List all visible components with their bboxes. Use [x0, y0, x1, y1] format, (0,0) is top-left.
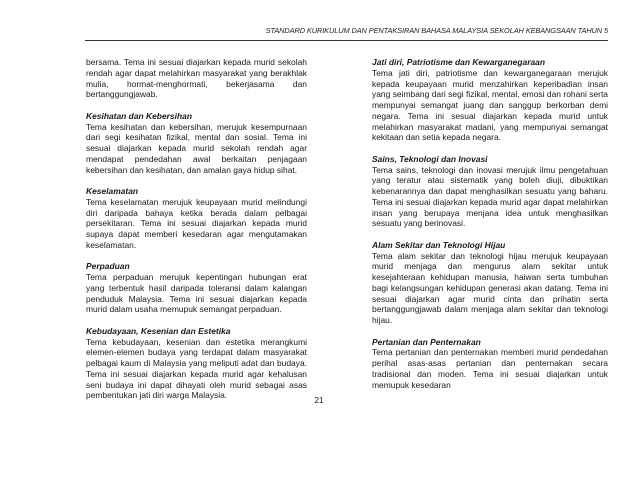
section-kesihatan — [86, 111, 307, 176]
section-body: Tema perpaduan merujuk kepentingan hubungan erat yang terbentuk hasil daripada toleransi dalam kalangan penduduk Malaysia. Tema ini sesuai diajarkan kepada murid dalam usaha memupuk semangat perpaduan. — [86, 272, 307, 315]
section-continued — [86, 57, 307, 100]
section-heading: Keselamatan — [86, 186, 139, 196]
section-perpaduan — [86, 261, 307, 315]
section-sains — [372, 154, 608, 229]
section-heading: Kebudayaan, Kesenian dan Estetika — [86, 325, 231, 336]
section-jati-diri — [372, 57, 608, 143]
left-column — [86, 57, 307, 412]
section-body: Tema sains, teknologi dan inovasi merujuk ilmu pengetahuan yang teratur atau sistematik yang boleh diuji, dibuktikan kebenarannya dan dapat menghasilkan sesuatu yang baharu. Tema ini sesuai diajarkan kepada murid agar dapat melahirkan insan yang berupaya menjana idea untuk menghasilkan sesuatu yang berinovasi. — [372, 164, 608, 229]
section-heading: Kesihatan dan Kebersihan — [86, 110, 192, 121]
section-pertanian — [372, 337, 608, 391]
section-heading: Jati diri, Patriotisme dan Kewarganegaraan — [372, 57, 546, 67]
section-heading: Alam Sekitar dan Teknologi Hijau — [372, 239, 506, 250]
section-alam-sekitar — [372, 240, 608, 326]
section-heading: Perpaduan — [86, 261, 130, 272]
section-body: Tema kebudayaan, kesenian dan estetika merangkumi elemen-elemen budaya yang terdapat dalam masyarakat pelbagai kaum di Malaysia yang meliputi adat dan budaya. Tema ini sesuai diajarkan kepada murid agar kehalusan seni budaya ini dapat dihayati oleh murid sebagai asas pembentukan jati diri warga Malaysia. — [86, 336, 307, 401]
section-body: Tema kesihatan dan kebersihan, merujuk kesempurnaan dari segi kesihatan fizikal, mental dan sosial. Tema ini sesuai diajarkan kepada murid sekolah rendah agar mendapat pendedahan awal berkaitan penjagaan kebersihan dan kesihatan, dan amalan gaya hidup sihat. — [86, 121, 307, 175]
section-body: Tema keselamatan merujuk keupayaan murid melindungi diri daripada bahaya ketika berada dalam pelbagai persekitaran. Tema ini sesuai diajarkan kepada murid supaya dapat memberi kesedaran agar mengutamakan keselamatan. — [86, 196, 307, 250]
section-body: Tema jati diri, patriotisme dan kewarganegaraan merujuk kepada keupayaan murid menzahirkan keperibadian insan yang seimbang dari segi fizikal, mental, emosi dan rohani serta mempunyai semangat juang dan sanggup berkorban demi negara. Tema ini sesuai diajarkan kepada murid untuk melahirkan masyarakat madani, yang mempunyai semangat kekitaan dan setia kepada negara. — [372, 67, 608, 143]
right-column — [372, 57, 608, 401]
section-keselamatan — [86, 186, 307, 251]
section-body: Tema pertanian dan penternakan memberi murid pendedahan perihal asas-asas pertanian dan penternakan secara tradisional dan moden. Tema ini sesuai diajarkan untuk memupuk kesedaran — [372, 347, 608, 390]
section-heading: Pertanian dan Penternakan — [372, 336, 481, 347]
page-number: 21 — [314, 395, 324, 405]
running-header: STANDARD KURIKULUM DAN PENTAKSIRAN BAHASA MALAYSIA SEKOLAH KEBANGSAAN TAHUN 5 — [265, 26, 608, 35]
section-body: bersama. Tema ini sesuai diajarkan kepada murid sekolah rendah agar dapat melahirkan masyarakat yang berakhlak mulia, hormat-menghormati, bekerjasama dan bertanggungjawab. — [86, 57, 307, 100]
section-heading: Sains, Teknologi dan Inovasi — [372, 153, 488, 164]
section-kebudayaan — [86, 326, 307, 401]
section-body: Tema alam sekitar dan teknologi hijau merujuk keupayaan murid menjaga dan mengurus alam sekitar untuk kesejahteraan kehidupan manusia, haiwan serta tumbuhan bagi kelangsungan kehidupan generasi akan datang. Tema ini sesuai diajarkan agar murid cinta dan prihatin serta bertanggungjawab dalam menjaga alam sekitar dan teknologi hijau. — [372, 250, 608, 325]
header-rule — [85, 40, 608, 41]
